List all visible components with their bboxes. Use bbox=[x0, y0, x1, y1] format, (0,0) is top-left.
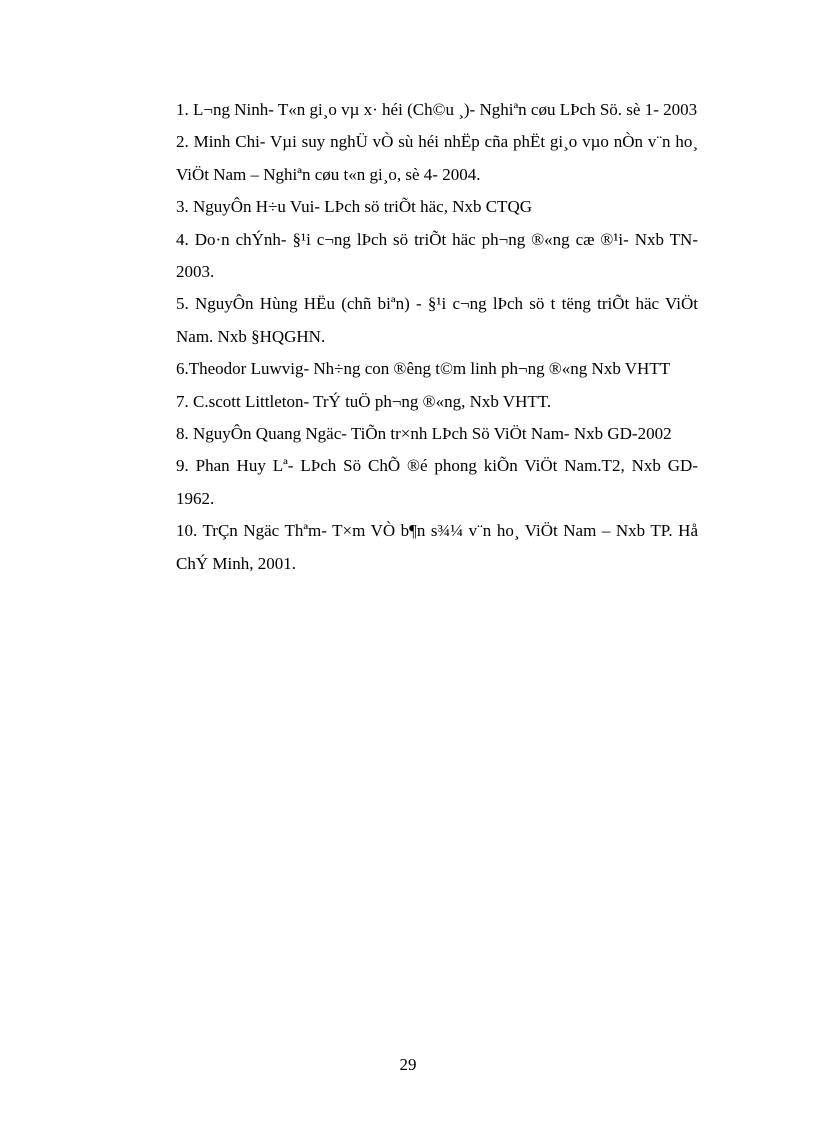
reference-item: 6.Theodor Luwvig- Nh÷ng con ®êng t©m linh ph¬ng ®«ng Nxb VHTT bbox=[176, 359, 671, 379]
reference-item: 10. TrÇn Ngäc Thªm- T×m VÒ b¶n s¾¼ v¨n ho¸ ViÖt Nam – Nxb TP. Hå ChÝ Minh, 2001. bbox=[176, 521, 698, 573]
reference-item: 7. C.scott Littleton- TrÝ tuÖ ph¬ng ®«ng, Nxb VHTT. bbox=[176, 391, 552, 411]
reference-item: 2. Minh Chi- Vµi suy nghÜ vÒ sù héi nhËp cña phËt gi¸o vµo nÒn v¨n ho¸ ViÖt Nam – Nghiªn cøu t«n gi¸o, sè 4- 2004. bbox=[176, 132, 698, 184]
reference-item: 9. Phan Huy Lª- LÞch Sö ChÕ ®é phong kiÕn ViÖt Nam.T2, Nxb GD- 1962. bbox=[176, 456, 698, 508]
reference-item: 8. NguyÔn Quang Ngäc- TiÕn tr×nh LÞch Sö ViÖt Nam- Nxb GD-2002 bbox=[176, 424, 672, 444]
page-number: 29 bbox=[399, 1055, 417, 1074]
reference-list bbox=[176, 94, 698, 580]
reference-item: 3. NguyÔn H÷u Vui- LÞch sö triÕt häc, Nxb CTQG bbox=[176, 197, 532, 217]
reference-item: 1. L¬ng Ninh- T«n gi¸o vµ x· héi (Ch©u ¸)- Nghiªn cøu LÞch Sö. sè 1- 2003 bbox=[176, 100, 698, 119]
reference-item: 5. NguyÔn Hùng HËu (chñ biªn) - §¹i c¬ng lÞch sö t tëng triÕt häc ViÖt Nam. Nxb §HQGHN. bbox=[176, 294, 698, 346]
reference-item: 4. Do·n chÝnh- §¹i c¬ng lÞch sö triÕt häc ph¬ng ®«ng cæ ®¹i- Nxb TN- 2003. bbox=[176, 229, 698, 282]
